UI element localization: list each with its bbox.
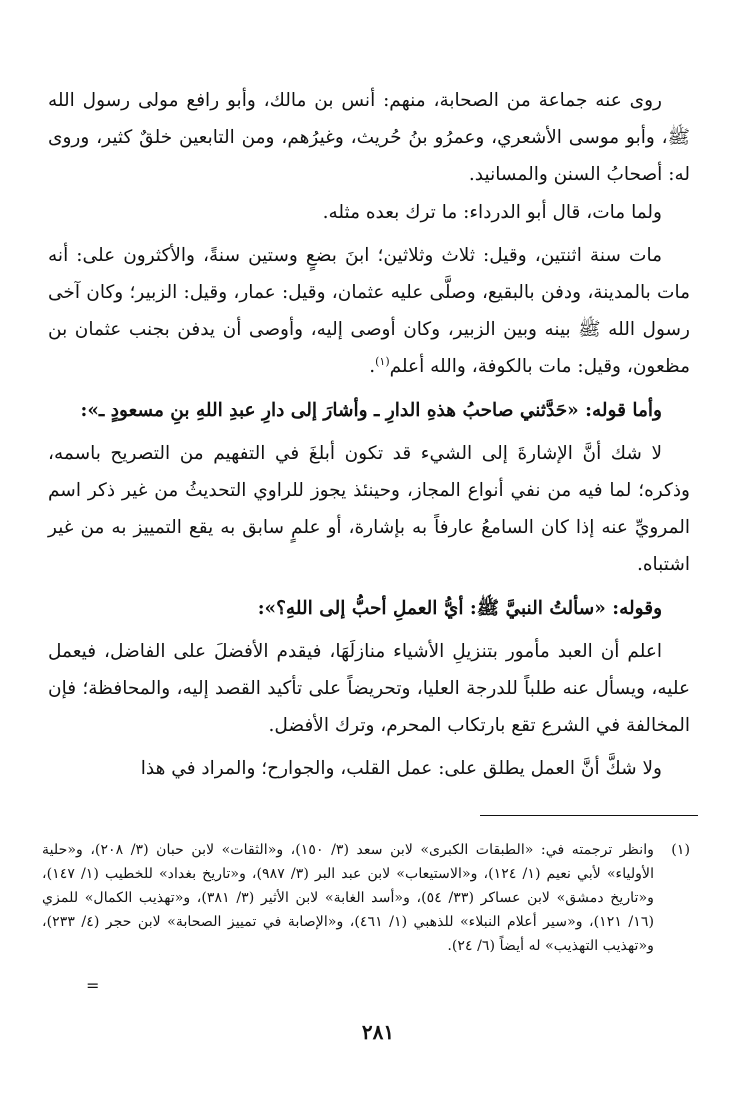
page-number: ٢٨١ [361, 1020, 395, 1044]
paragraph-pointing: لا شك أنَّ الإشارةَ إلى الشيء قد تكون أبلغَ في التفهيم من التصريح باسمه، وذكره؛ لما فيه من نفي أنواع المجاز، وحينئذ يجوز للراوي التحديثُ من غير ذكر اسم المرويِّ عنه إذا كان السامعُ عارفاً به بإشارة، أو علمٍ سابق به يقع التمييز به من غير اشتباه. [48, 442, 690, 576]
paragraph-narrators: روى عنه جماعة من الصحابة، منهم: أنس بن مالك، وأبو رافع مولى رسول الله ﷺ، وأبو موسى الأشعري، وعمرُو بنُ حُريث، وغيرُهم، ومن التابعين خلقٌ كثير، وروى له: أصحابُ السنن والمسانيد. [48, 90, 690, 186]
footnote-section [42, 838, 690, 958]
paragraph-period: . [369, 356, 376, 378]
paragraph-death-quote: ولما مات، قال أبو الدرداء: ما ترك بعده مثله. [322, 201, 662, 223]
paragraph-death-year [48, 237, 690, 386]
heading-best-deed: وقوله: «سألتُ النبيَّ ﷺ: أيُّ العملِ أحبُّ إلى اللهِ؟»: [257, 597, 662, 619]
paragraph-action-types: ولا شكَّ أنَّ العمل يطلق على: عمل القلب، والجوارح؛ والمراد في هذا [140, 758, 662, 780]
footnote-item [42, 838, 690, 958]
footnote-divider [480, 815, 698, 816]
paragraph-death-year-text: مات سنة اثنتين، وقيل: ثلاث وثلاثين؛ ابنَ بضعٍ وستين سنةً، والأكثرون على: أنه مات بالمدينة، ودفن بالبقيع، وصلَّى عليه عثمان، وقيل: عمار، وقيل: الزبير؛ وكان آخى رسول الله ﷺ بينه وبين الزبير، وكان أوصى إليه، وأوصى أن يدفن بجنب عثمان بن مظعون، وقيل: مات بالكوفة، والله أعلم [48, 244, 690, 378]
heading-house-hadith: وأما قوله: «حَدَّثني صاحبُ هذهِ الدارِ ـ وأشارَ إلى دارِ عبدِ اللهِ بنِ مسعودٍ ـ»: [80, 399, 662, 421]
main-text [48, 82, 690, 788]
footnote-marker: (١) [671, 842, 690, 858]
footnote-text: وانظر ترجمته في: «الطبقات الكبرى» لابن سعد (٣/ ١٥٠)، و«الثقات» لابن حبان (٣/ ٢٠٨)، و«حلية الأولياء» لأبي نعيم (١/ ١٢٤)، و«الاستيعاب» لابن عبد البر (٣/ ٩٨٧)، و«تاريخ بغداد» للخطيب (١/ ١٤٧)، و«تاريخ دمشق» لابن عساكر (٣٣/ ٥٤)، و«أسد الغابة» لابن الأثير (٣/ ٣٨١)، و«تهذيب الكمال» للمزي (١٦/ ١٢١)، و«سير أعلام النبلاء» للذهبي (١/ ٤٦١)، و«الإصابة في تمييز الصحابة» لابن حجر (٤/ ٢٣٣)، و«تهذيب التهذيب» له أيضاً (٦/ ٢٤). [42, 842, 655, 954]
paragraph-ranking-deeds: اعلم أن العبد مأمور بتنزيلِ الأشياء منازلَهَا، فيقدم الأفضلَ على الفاضل، فيعمل عليه، ويسأل عنه طلباً للدرجة العليا، وتحريضاً على تأكيد القصد إليه، والمحافظة؛ فإن المخالفة في الشرع تقع بارتكاب المحرم، وترك الأفضل. [48, 640, 690, 737]
footnote-reference[interactable]: (١) [375, 355, 390, 369]
footnote-continuation-mark: = [86, 976, 100, 995]
